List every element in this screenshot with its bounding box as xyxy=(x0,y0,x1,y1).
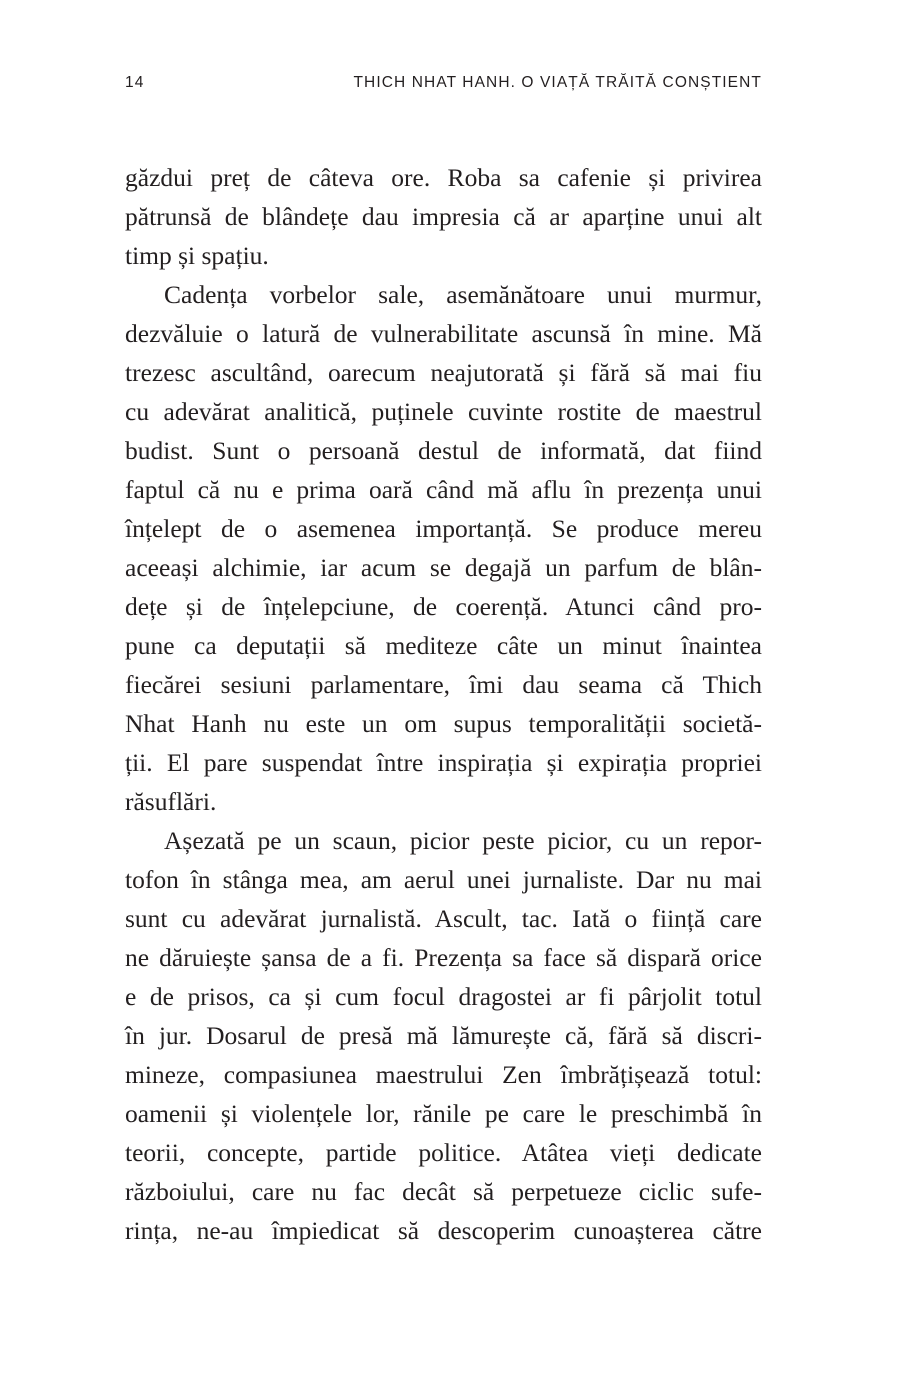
text-line: războiului, care nu fac decât să perpetueze ciclic sufe- xyxy=(125,1177,762,1206)
text-line: răsuflări. xyxy=(125,787,217,816)
paragraph xyxy=(125,275,762,821)
text-line: Cadența vorbelor sale, asemănătoare unui murmur, xyxy=(164,280,762,309)
text-line: Așezată pe un scaun, picior peste picior, cu un repor- xyxy=(164,826,762,855)
text-line: dețe și de înțelepciune, de coerență. Atunci când pro- xyxy=(125,592,762,621)
text-line: sunt cu adevărat jurnalistă. Ascult, tac. Iată o ființă care xyxy=(125,904,762,933)
text-line: budist. Sunt o persoană destul de informată, dat fiind xyxy=(125,436,762,465)
running-head xyxy=(125,74,762,96)
text-line: teorii, concepte, partide politice. Atâtea vieți dedicate xyxy=(125,1138,762,1167)
running-title: THICH NHAT HANH. O VIAȚĂ TRĂITĂ CONȘTIENT xyxy=(353,74,762,91)
text-line: Nhat Hanh nu este un om supus temporalității societă- xyxy=(125,709,762,738)
text-line: e de prisos, ca și cum focul dragostei ar fi pârjolit totul xyxy=(125,982,762,1011)
paragraph xyxy=(125,158,762,275)
text-line: tofon în stânga mea, am aerul unei jurnaliste. Dar nu mai xyxy=(125,865,762,894)
body-text xyxy=(125,158,762,1250)
text-line: pătrunsă de blândețe dau impresia că ar aparține unui alt xyxy=(125,202,762,231)
text-line: rința, ne-au împiedicat să descoperim cunoașterea către xyxy=(125,1216,762,1245)
text-line: mineze, compasiunea maestrului Zen îmbrățișează totul: xyxy=(125,1060,762,1089)
text-line: timp și spațiu. xyxy=(125,241,269,270)
text-line: dezvăluie o latură de vulnerabilitate ascunsă în mine. Mă xyxy=(125,319,762,348)
text-line: ne dăruiește șansa de a fi. Prezența sa face să dispară orice xyxy=(125,943,762,972)
text-line: cu adevărat analitică, puținele cuvinte rostite de maestrul xyxy=(125,397,762,426)
text-line: oamenii și violențele lor, rănile pe care le preschimbă în xyxy=(125,1099,762,1128)
text-line: fiecărei sesiuni parlamentare, îmi dau seama că Thich xyxy=(125,670,762,699)
page-number: 14 xyxy=(125,74,145,91)
text-line: pune ca deputații să mediteze câte un minut înaintea xyxy=(125,631,762,660)
text-line: în jur. Dosarul de presă mă lămurește că, fără să discri- xyxy=(125,1021,762,1050)
text-line: ții. El pare suspendat între inspirația și expirația propriei xyxy=(125,748,762,777)
paragraph xyxy=(125,821,762,1250)
text-line: înțelept de o asemenea importanță. Se produce mereu xyxy=(125,514,762,543)
text-line: trezesc ascultând, oarecum neajutorată și fără să mai fiu xyxy=(125,358,762,387)
text-line: găzdui preț de câteva ore. Roba sa cafenie și privirea xyxy=(125,163,762,192)
text-line: faptul că nu e prima oară când mă aflu în prezența unui xyxy=(125,475,762,504)
text-line: aceeași alchimie, iar acum se degajă un parfum de blân- xyxy=(125,553,762,582)
